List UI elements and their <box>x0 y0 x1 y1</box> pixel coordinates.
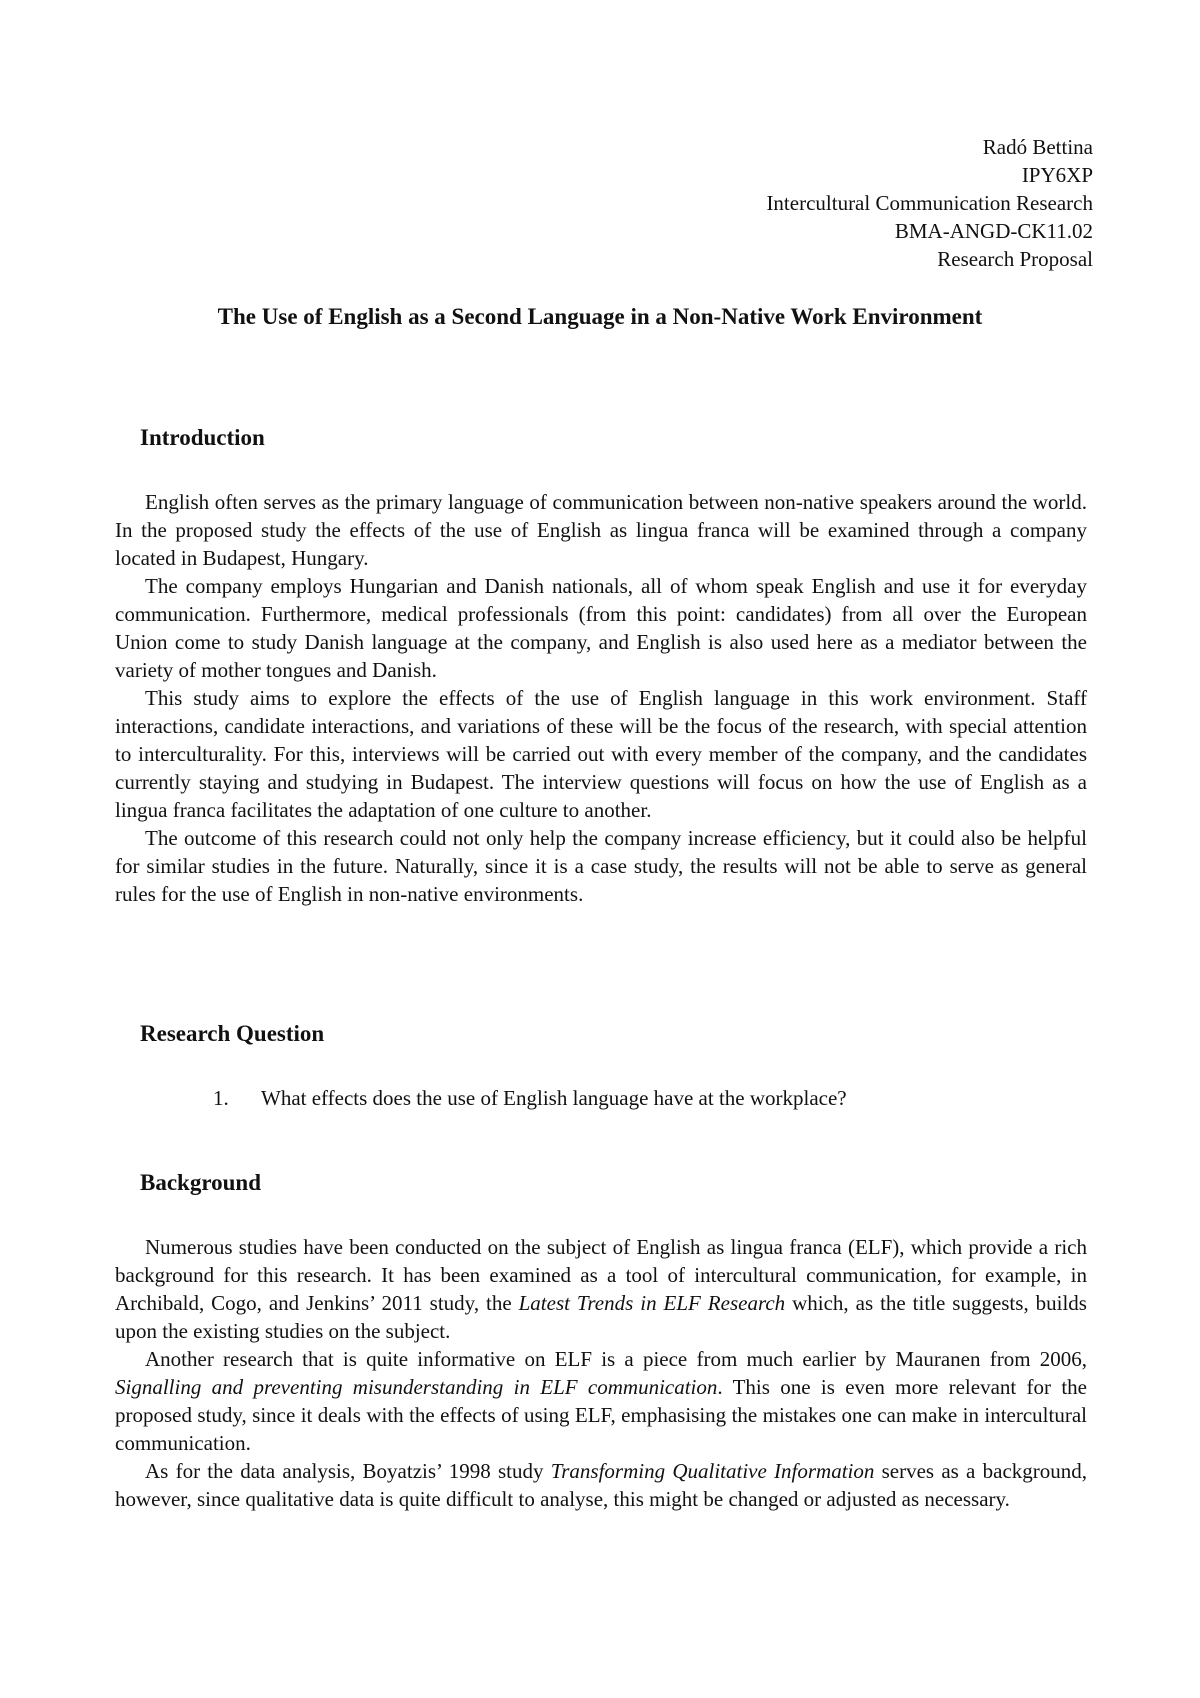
background-paragraph-2 <box>115 1345 1087 1457</box>
research-question-number: 1. <box>213 1086 229 1110</box>
author-name: Radó Bettina <box>982 135 1093 159</box>
background-section <box>115 1233 1087 1513</box>
background-p1-text-b: which, as the title suggests, builds upon the existing studies on the subject. <box>115 1291 1087 1343</box>
introduction-paragraph-4: The outcome of this research could not only help the company increase efficiency, but it could also be helpful for similar studies in the future. Naturally, since it is a case study, the results will not be able to serve as general rules for the use of English in non-native environments. <box>115 826 1087 906</box>
background-p3-text-b: serves as a background, however, since qualitative data is quite difficult to analyse, this might be changed or adjusted as necessary. <box>115 1459 1088 1511</box>
background-p2-text-a: Another research that is quite informative on ELF is a piece from much earlier by Mauranen from 2006, <box>145 1347 1087 1371</box>
document-type: Research Proposal <box>937 247 1093 271</box>
research-question-text: What effects does the use of English language have at the workplace? <box>261 1086 847 1110</box>
introduction-paragraph-2: The company employs Hungarian and Danish nationals, all of whom speak English and use it for everyday communication. Furthermore, medical professionals (from this point: candidates) from all over the European Union come to study Danish language at the company, and English is also used here as a mediator between the variety of mother tongues and Danish. <box>115 574 1087 682</box>
introduction-section <box>115 488 1087 908</box>
research-question-item <box>213 1084 847 1112</box>
document-title: The Use of English as a Second Language in a Non-Native Work Environment <box>217 304 983 329</box>
cited-title-signalling: Signalling and preventing misunderstanding in ELF communication <box>115 1375 718 1399</box>
course-code: BMA-ANGD-CK11.02 <box>894 219 1093 243</box>
background-paragraph-3 <box>115 1457 1087 1513</box>
background-heading: Background <box>140 1170 262 1195</box>
course-name: Intercultural Communication Research <box>766 191 1093 215</box>
header-block <box>766 133 1093 273</box>
cited-title-latest-trends: Latest Trends in ELF Research <box>518 1291 786 1315</box>
introduction-paragraph-1: English often serves as the primary language of communication between non-native speakers around the world. In the proposed study the effects of the use of English as lingua franca will be examined through a company located in Budapest, Hungary. <box>115 490 1087 570</box>
cited-title-transforming: Transforming Qualitative Information <box>550 1459 875 1483</box>
background-paragraph-1 <box>115 1233 1087 1345</box>
background-p1-text-a: Numerous studies have been conducted on the subject of English as lingua franca (ELF), which provide a rich background for this research. It has been examined as a tool of intercultural communication, for example, in Archibald, Cogo, and Jenkins’ 2011 study, the <box>115 1235 1087 1315</box>
student-code: IPY6XP <box>1021 163 1093 187</box>
introduction-paragraph-3: This study aims to explore the effects of the use of English language in this work environment. Staff interactions, candidate interactions, and variations of these will be the focus of the research, with special attention to interculturality. For this, interviews will be carried out with every member of the company, and the candidates currently staying and studying in Budapest. The interview questions will focus on how the use of English as a lingua franca facilitates the adaptation of one culture to another. <box>115 686 1087 822</box>
introduction-heading: Introduction <box>140 425 265 450</box>
background-p2-text-b: . This one is even more relevant for the proposed study, since it deals with the effects of using ELF, emphasising the mistakes one can make in intercultural communication. <box>115 1375 1088 1455</box>
research-question-heading: Research Question <box>140 1021 325 1046</box>
background-p3-text-a: As for the data analysis, Boyatzis’ 1998 study <box>145 1459 551 1483</box>
